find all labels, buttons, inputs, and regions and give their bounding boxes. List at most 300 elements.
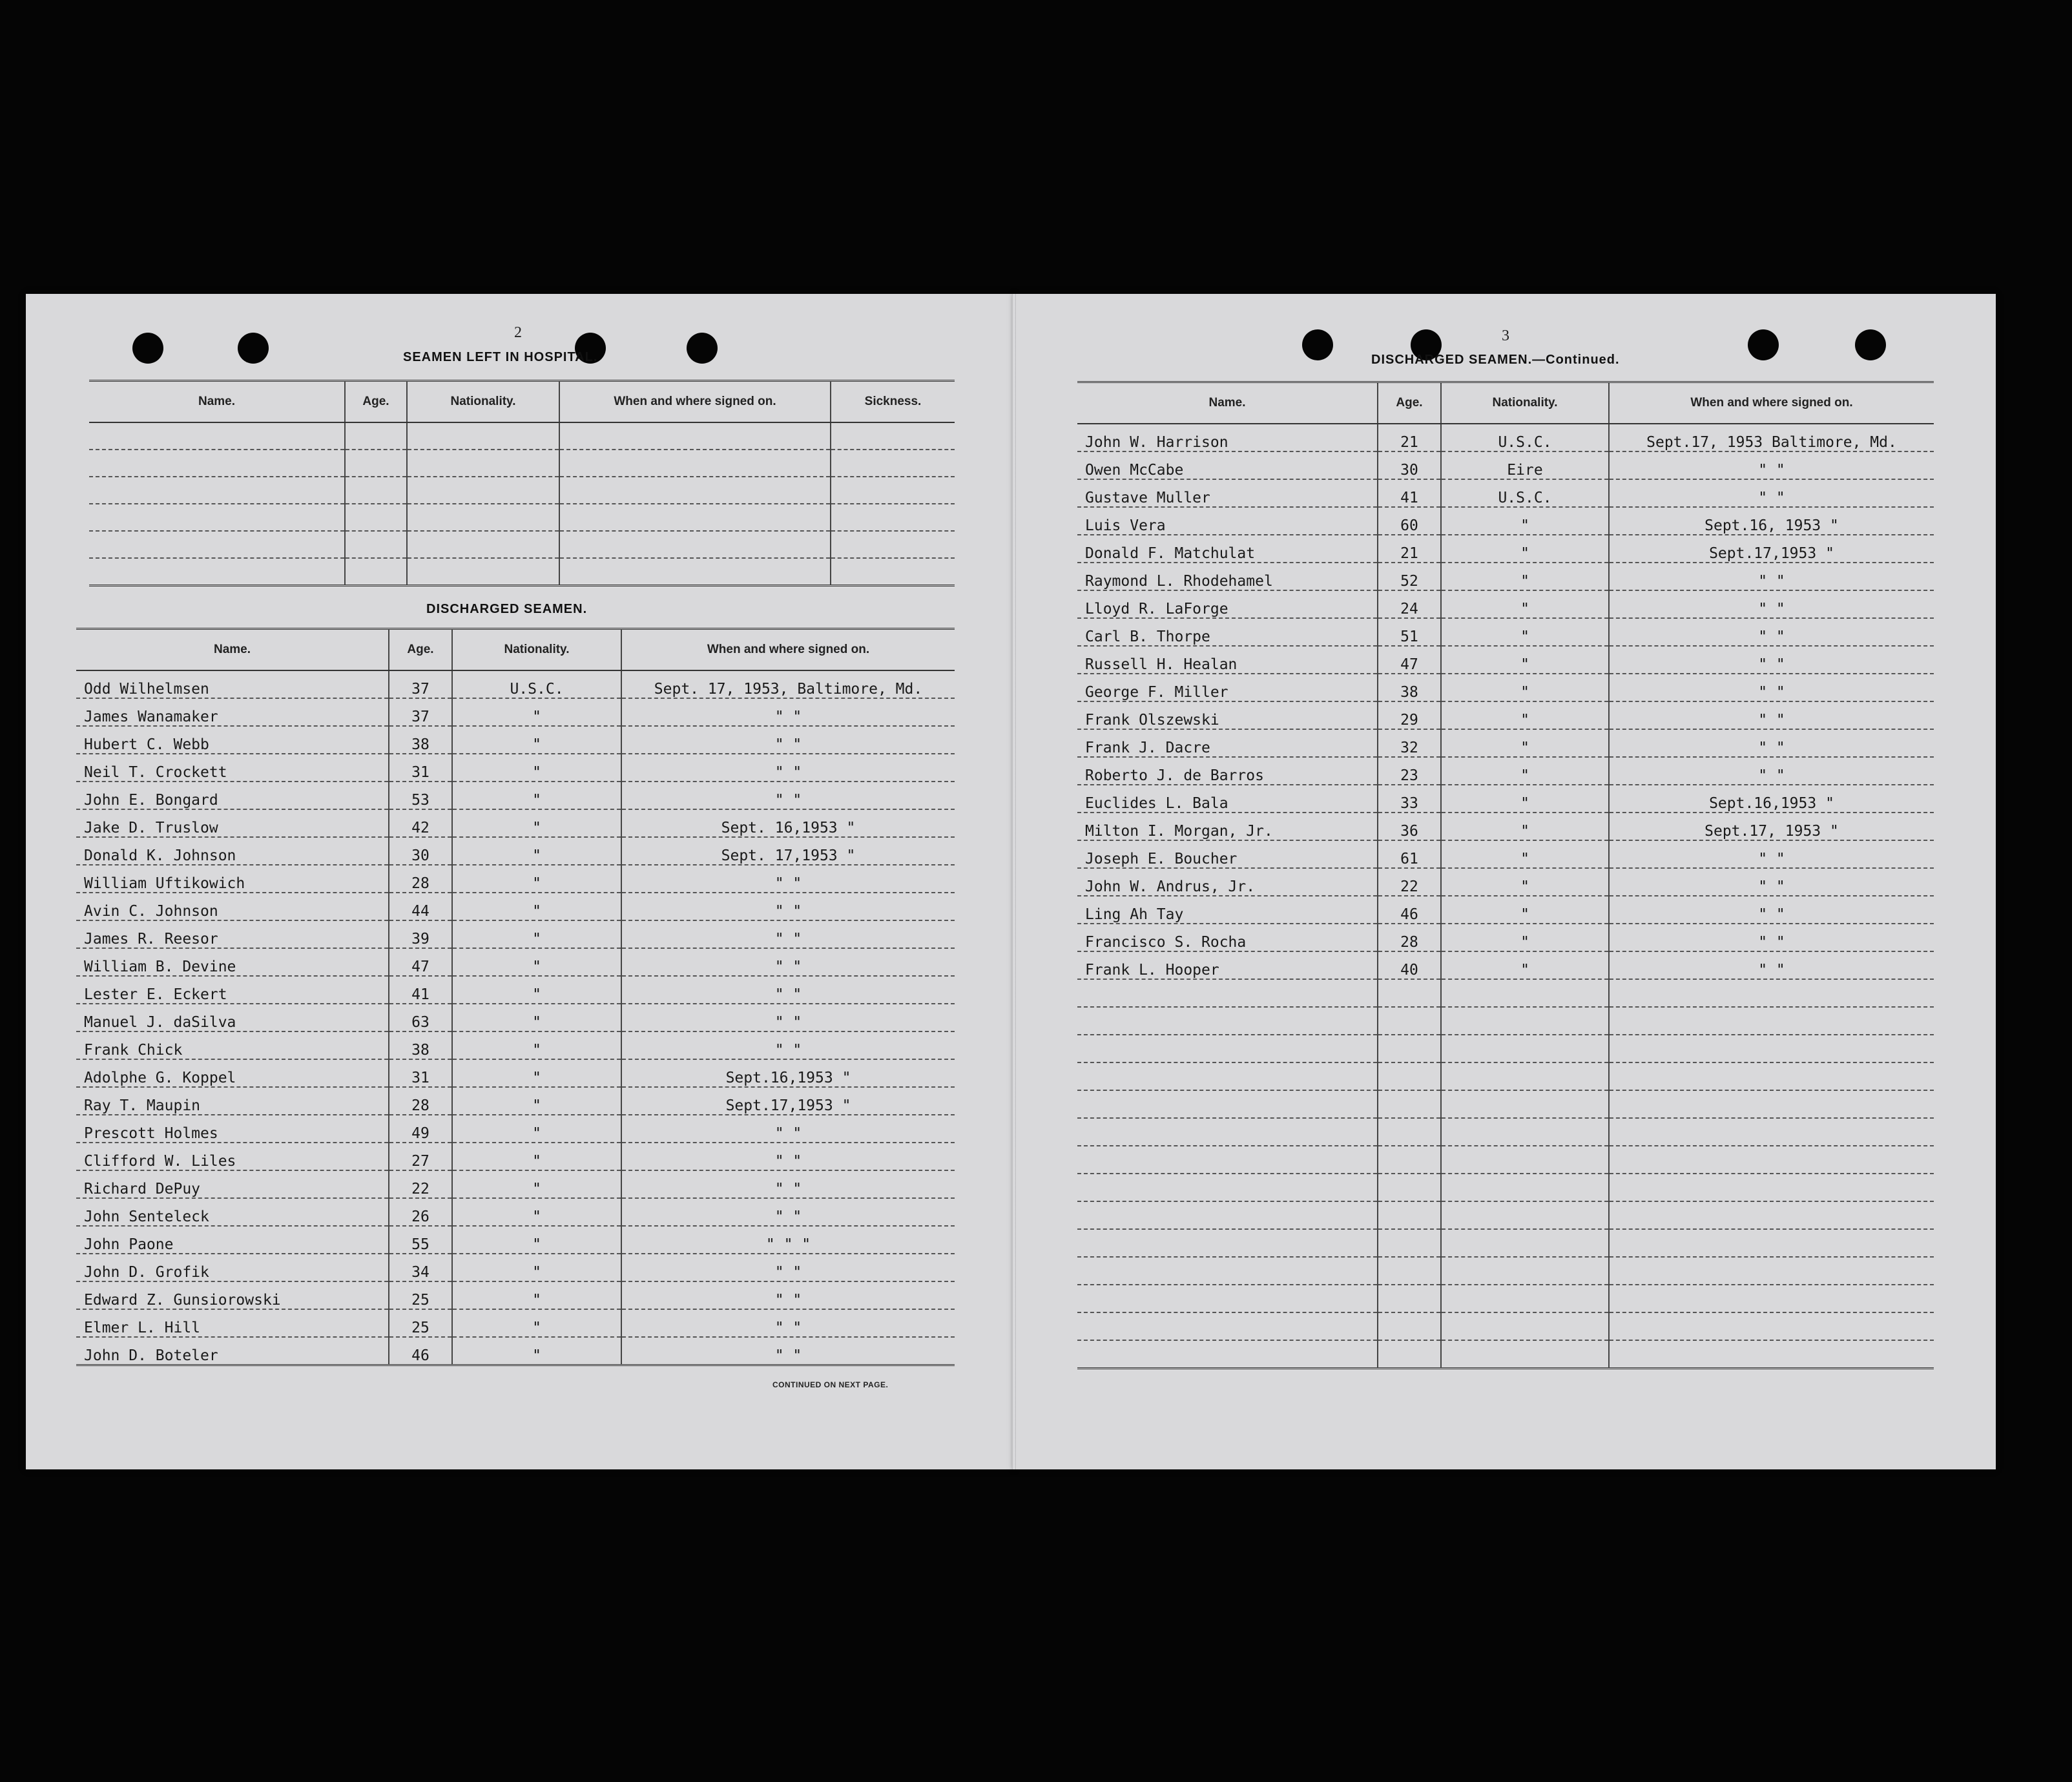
blank-row xyxy=(1077,1285,1934,1312)
table-row xyxy=(1077,785,1934,813)
blank-row xyxy=(1077,1201,1934,1229)
name-cell xyxy=(89,422,345,450)
age-cell xyxy=(1378,979,1441,1007)
signed-on-cell: " " xyxy=(621,1143,955,1170)
name-cell: Frank Chick xyxy=(76,1031,389,1059)
age-cell: 47 xyxy=(1378,646,1441,674)
signed-on-cell: " " " xyxy=(621,1226,955,1254)
age-cell: 38 xyxy=(1378,674,1441,701)
blank-row xyxy=(1077,979,1934,1007)
table-row xyxy=(1077,451,1934,479)
blank-row xyxy=(1077,1312,1934,1340)
nationality-cell: " xyxy=(1441,757,1609,785)
nationality-cell: " xyxy=(452,1115,621,1143)
signed-on-cell xyxy=(1609,1229,1934,1257)
nationality-cell xyxy=(1441,979,1609,1007)
discharged-table-left xyxy=(76,628,955,1366)
age-cell xyxy=(1378,1229,1441,1257)
name-cell xyxy=(1077,1174,1378,1201)
table-row xyxy=(1077,424,1934,451)
name-cell xyxy=(1077,979,1378,1007)
age-cell: 37 xyxy=(389,698,452,726)
name-cell: Neil T. Crockett xyxy=(76,754,389,782)
sickness-cell xyxy=(831,422,955,450)
nationality-cell xyxy=(1441,1146,1609,1174)
nationality-cell: " xyxy=(452,1198,621,1226)
name-cell: John E. Bongard xyxy=(76,782,389,809)
signed-on-cell: Sept. 17,1953 " xyxy=(621,837,955,865)
name-cell: Milton I. Morgan, Jr. xyxy=(1077,813,1378,840)
column-header: When and where signed on. xyxy=(1609,382,1934,424)
nationality-cell xyxy=(1441,1174,1609,1201)
nationality-cell: " xyxy=(452,1059,621,1087)
age-cell: 26 xyxy=(389,1198,452,1226)
nationality-cell: " xyxy=(452,1170,621,1198)
signed-on-cell: " " xyxy=(621,948,955,976)
signed-on-cell: " " xyxy=(621,1004,955,1031)
name-cell: Hubert C. Webb xyxy=(76,726,389,754)
column-header: Name. xyxy=(76,629,389,671)
table-row xyxy=(1077,924,1934,951)
signed-on-cell: " " xyxy=(1609,590,1934,618)
age-cell: 37 xyxy=(389,670,452,698)
age-cell: 27 xyxy=(389,1143,452,1170)
table-row xyxy=(76,865,955,893)
name-cell xyxy=(1077,1146,1378,1174)
table-row xyxy=(76,948,955,976)
signed-on-cell: " " xyxy=(621,1170,955,1198)
column-header: When and where signed on. xyxy=(621,629,955,671)
name-cell: Euclides L. Bala xyxy=(1077,785,1378,813)
nationality-cell xyxy=(1441,1312,1609,1340)
name-cell xyxy=(89,558,345,585)
blank-row xyxy=(1077,1118,1934,1146)
column-header: Sickness. xyxy=(831,381,955,423)
name-cell: Gustave Muller xyxy=(1077,479,1378,507)
age-cell: 46 xyxy=(1378,896,1441,924)
age-cell: 55 xyxy=(389,1226,452,1254)
blank-row xyxy=(89,450,955,477)
signed-on-cell xyxy=(559,504,831,531)
signed-on-cell xyxy=(1609,1007,1934,1035)
column-header: Age. xyxy=(1378,382,1441,424)
table-row xyxy=(1077,868,1934,896)
signed-on-cell xyxy=(1609,979,1934,1007)
nationality-cell: " xyxy=(452,809,621,837)
column-header: When and where signed on. xyxy=(559,381,831,423)
nationality-cell: " xyxy=(452,1087,621,1115)
signed-on-cell: Sept.16, 1953 " xyxy=(1609,507,1934,535)
nationality-cell: " xyxy=(1441,674,1609,701)
age-cell: 28 xyxy=(1378,924,1441,951)
name-cell: William Uftikowich xyxy=(76,865,389,893)
signed-on-cell: Sept.16,1953 " xyxy=(621,1059,955,1087)
nationality-cell: " xyxy=(452,754,621,782)
nationality-cell: " xyxy=(452,1226,621,1254)
signed-on-cell xyxy=(1609,1340,1934,1368)
page-number-right: 3 xyxy=(1502,327,1509,344)
discharged-continued-title xyxy=(1371,353,1620,368)
age-cell: 41 xyxy=(389,976,452,1004)
name-cell: Richard DePuy xyxy=(76,1170,389,1198)
signed-on-cell: Sept. 17, 1953, Baltimore, Md. xyxy=(621,670,955,698)
name-cell: John Senteleck xyxy=(76,1198,389,1226)
nationality-cell xyxy=(1441,1340,1609,1368)
age-cell: 30 xyxy=(1378,451,1441,479)
signed-on-cell: " " xyxy=(621,976,955,1004)
nationality-cell: U.S.C. xyxy=(1441,424,1609,451)
nationality-cell: " xyxy=(452,1254,621,1281)
nationality-cell xyxy=(407,531,559,558)
continued-footer: CONTINUED ON NEXT PAGE. xyxy=(772,1380,889,1389)
name-cell: John W. Andrus, Jr. xyxy=(1077,868,1378,896)
blank-row xyxy=(1077,1340,1934,1368)
blank-row xyxy=(1077,1090,1934,1118)
name-cell: Elmer L. Hill xyxy=(76,1309,389,1337)
age-cell: 31 xyxy=(389,754,452,782)
table-row xyxy=(76,809,955,837)
nationality-cell: " xyxy=(1441,646,1609,674)
table-row xyxy=(1077,840,1934,868)
age-cell: 21 xyxy=(1378,535,1441,563)
signed-on-cell xyxy=(1609,1174,1934,1201)
table-row xyxy=(76,726,955,754)
signed-on-cell xyxy=(559,450,831,477)
name-cell: Jake D. Truslow xyxy=(76,809,389,837)
age-cell xyxy=(1378,1035,1441,1062)
discharged-section-title: DISCHARGED SEAMEN. xyxy=(426,602,588,616)
nationality-cell: U.S.C. xyxy=(452,670,621,698)
age-cell xyxy=(345,477,407,504)
age-cell: 61 xyxy=(1378,840,1441,868)
name-cell: John Paone xyxy=(76,1226,389,1254)
blank-row xyxy=(1077,1035,1934,1062)
age-cell xyxy=(1378,1062,1441,1090)
column-header: Age. xyxy=(389,629,452,671)
column-header: Nationality. xyxy=(452,629,621,671)
table-row xyxy=(1077,757,1934,785)
table-row xyxy=(76,1004,955,1031)
nationality-cell: " xyxy=(452,1309,621,1337)
name-cell: John W. Harrison xyxy=(1077,424,1378,451)
column-header: Name. xyxy=(89,381,345,423)
name-cell: James R. Reesor xyxy=(76,920,389,948)
nationality-cell xyxy=(1441,1035,1609,1062)
age-cell: 25 xyxy=(389,1309,452,1337)
name-cell: Russell H. Healan xyxy=(1077,646,1378,674)
blank-row xyxy=(1077,1229,1934,1257)
table-row xyxy=(1077,674,1934,701)
name-cell: Manuel J. daSilva xyxy=(76,1004,389,1031)
signed-on-cell: Sept.16,1953 " xyxy=(1609,785,1934,813)
table-row xyxy=(1077,590,1934,618)
table-row xyxy=(76,893,955,920)
nationality-cell xyxy=(1441,1118,1609,1146)
table-row xyxy=(76,1170,955,1198)
table-row xyxy=(76,1309,955,1337)
nationality-cell: " xyxy=(452,920,621,948)
signed-on-cell: " " xyxy=(1609,924,1934,951)
nationality-cell: " xyxy=(1441,785,1609,813)
name-cell: John D. Grofik xyxy=(76,1254,389,1281)
signed-on-cell: " " xyxy=(1609,951,1934,979)
signed-on-cell: " " xyxy=(1609,646,1934,674)
signed-on-cell: " " xyxy=(621,1031,955,1059)
signed-on-cell xyxy=(559,531,831,558)
name-cell xyxy=(1077,1062,1378,1090)
table-row xyxy=(76,976,955,1004)
age-cell: 46 xyxy=(389,1337,452,1365)
age-cell xyxy=(345,531,407,558)
age-cell: 51 xyxy=(1378,618,1441,646)
age-cell: 21 xyxy=(1378,424,1441,451)
signed-on-cell xyxy=(1609,1062,1934,1090)
nationality-cell xyxy=(1441,1090,1609,1118)
nationality-cell: U.S.C. xyxy=(1441,479,1609,507)
table-row xyxy=(76,1143,955,1170)
signed-on-cell xyxy=(1609,1312,1934,1340)
signed-on-cell xyxy=(559,422,831,450)
nationality-cell: " xyxy=(452,726,621,754)
signed-on-cell: Sept.17,1953 " xyxy=(1609,535,1934,563)
nationality-cell: " xyxy=(1441,563,1609,590)
table-row xyxy=(1077,951,1934,979)
nationality-cell: " xyxy=(452,837,621,865)
nationality-cell: " xyxy=(452,1337,621,1365)
punch-hole xyxy=(1748,329,1779,360)
table-row xyxy=(76,920,955,948)
nationality-cell xyxy=(1441,1257,1609,1285)
nationality-cell xyxy=(1441,1062,1609,1090)
signed-on-cell: " " xyxy=(621,920,955,948)
nationality-cell: " xyxy=(452,1143,621,1170)
age-cell: 41 xyxy=(1378,479,1441,507)
signed-on-cell xyxy=(1609,1257,1934,1285)
age-cell: 53 xyxy=(389,782,452,809)
table-row xyxy=(1077,729,1934,757)
signed-on-cell xyxy=(1609,1146,1934,1174)
age-cell: 52 xyxy=(1378,563,1441,590)
name-cell: Adolphe G. Koppel xyxy=(76,1059,389,1087)
nationality-cell: " xyxy=(1441,840,1609,868)
name-cell xyxy=(89,450,345,477)
hospital-section-title: SEAMEN LEFT IN HOSPITAL. xyxy=(403,350,598,364)
table-row xyxy=(1077,896,1934,924)
blank-row xyxy=(89,477,955,504)
age-cell: 22 xyxy=(389,1170,452,1198)
name-cell: Owen McCabe xyxy=(1077,451,1378,479)
nationality-cell xyxy=(407,558,559,585)
table-row xyxy=(1077,479,1934,507)
name-cell: Avin C. Johnson xyxy=(76,893,389,920)
name-cell xyxy=(1077,1285,1378,1312)
signed-on-cell: " " xyxy=(621,698,955,726)
age-cell xyxy=(345,450,407,477)
signed-on-cell: " " xyxy=(1609,451,1934,479)
table-row xyxy=(76,670,955,698)
name-cell: Luis Vera xyxy=(1077,507,1378,535)
blank-row xyxy=(1077,1174,1934,1201)
sickness-cell xyxy=(831,450,955,477)
nationality-cell: " xyxy=(1441,813,1609,840)
signed-on-cell: " " xyxy=(1609,674,1934,701)
table-row xyxy=(76,782,955,809)
table-row xyxy=(76,1059,955,1087)
table-row xyxy=(76,1226,955,1254)
table-row xyxy=(1077,563,1934,590)
nationality-cell: " xyxy=(452,1031,621,1059)
blank-row xyxy=(89,422,955,450)
signed-on-cell xyxy=(1609,1090,1934,1118)
blank-row xyxy=(1077,1062,1934,1090)
name-cell: Prescott Holmes xyxy=(76,1115,389,1143)
age-cell: 44 xyxy=(389,893,452,920)
nationality-cell: " xyxy=(1441,590,1609,618)
punch-hole xyxy=(1855,329,1886,360)
age-cell: 40 xyxy=(1378,951,1441,979)
name-cell: Donald F. Matchulat xyxy=(1077,535,1378,563)
name-cell: Lester E. Eckert xyxy=(76,976,389,1004)
sickness-cell xyxy=(831,504,955,531)
table-row xyxy=(76,1281,955,1309)
age-cell: 36 xyxy=(1378,813,1441,840)
sickness-cell xyxy=(831,477,955,504)
nationality-cell: " xyxy=(452,976,621,1004)
nationality-cell: " xyxy=(1441,868,1609,896)
signed-on-cell xyxy=(1609,1118,1934,1146)
nationality-cell xyxy=(407,504,559,531)
signed-on-cell: Sept.17,1953 " xyxy=(621,1087,955,1115)
discharged-table-right xyxy=(1077,381,1934,1369)
table-row xyxy=(76,754,955,782)
signed-on-cell: " " xyxy=(621,754,955,782)
age-cell xyxy=(1378,1174,1441,1201)
age-cell xyxy=(345,422,407,450)
name-cell: William B. Devine xyxy=(76,948,389,976)
name-cell xyxy=(89,531,345,558)
table-row xyxy=(76,1337,955,1365)
age-cell xyxy=(345,558,407,585)
name-cell: George F. Miller xyxy=(1077,674,1378,701)
blank-row xyxy=(89,558,955,585)
table-row xyxy=(76,1254,955,1281)
nationality-cell: " xyxy=(452,948,621,976)
blank-row xyxy=(89,531,955,558)
name-cell: Clifford W. Liles xyxy=(76,1143,389,1170)
name-cell xyxy=(1077,1007,1378,1035)
signed-on-cell xyxy=(1609,1201,1934,1229)
nationality-cell: " xyxy=(452,893,621,920)
age-cell xyxy=(1378,1118,1441,1146)
signed-on-cell: " " xyxy=(621,1198,955,1226)
blank-row xyxy=(1077,1007,1934,1035)
age-cell: 22 xyxy=(1378,868,1441,896)
name-cell: James Wanamaker xyxy=(76,698,389,726)
nationality-cell: " xyxy=(1441,896,1609,924)
sickness-cell xyxy=(831,558,955,585)
nationality-cell xyxy=(1441,1007,1609,1035)
discharged-title-text: DISCHARGED SEAMEN. xyxy=(1371,353,1533,367)
name-cell: Raymond L. Rhodehamel xyxy=(1077,563,1378,590)
nationality-cell: " xyxy=(452,1281,621,1309)
age-cell xyxy=(1378,1257,1441,1285)
age-cell: 29 xyxy=(1378,701,1441,729)
age-cell: 32 xyxy=(1378,729,1441,757)
age-cell xyxy=(345,504,407,531)
signed-on-cell: " " xyxy=(621,1337,955,1365)
age-cell: 33 xyxy=(1378,785,1441,813)
table-row xyxy=(1077,618,1934,646)
signed-on-cell: " " xyxy=(1609,757,1934,785)
nationality-cell xyxy=(407,450,559,477)
age-cell xyxy=(1378,1201,1441,1229)
signed-on-cell: " " xyxy=(621,1254,955,1281)
name-cell xyxy=(1077,1229,1378,1257)
signed-on-cell: Sept.17, 1953 " xyxy=(1609,813,1934,840)
age-cell: 25 xyxy=(389,1281,452,1309)
table-row xyxy=(1077,507,1934,535)
signed-on-cell: " " xyxy=(621,1281,955,1309)
signed-on-cell: " " xyxy=(621,782,955,809)
signed-on-cell: " " xyxy=(1609,896,1934,924)
name-cell: Lloyd R. LaForge xyxy=(1077,590,1378,618)
name-cell xyxy=(1077,1312,1378,1340)
nationality-cell: " xyxy=(452,782,621,809)
age-cell: 38 xyxy=(389,726,452,754)
signed-on-cell: " " xyxy=(621,865,955,893)
name-cell xyxy=(1077,1340,1378,1368)
age-cell xyxy=(1378,1285,1441,1312)
signed-on-cell xyxy=(559,558,831,585)
signed-on-cell: " " xyxy=(1609,563,1934,590)
name-cell: Frank J. Dacre xyxy=(1077,729,1378,757)
age-cell xyxy=(1378,1340,1441,1368)
age-cell xyxy=(1378,1146,1441,1174)
signed-on-cell: " " xyxy=(621,893,955,920)
table-row xyxy=(76,698,955,726)
table-row xyxy=(1077,646,1934,674)
age-cell: 60 xyxy=(1378,507,1441,535)
name-cell: Roberto J. de Barros xyxy=(1077,757,1378,785)
table-row xyxy=(76,837,955,865)
name-cell: Carl B. Thorpe xyxy=(1077,618,1378,646)
hospital-table xyxy=(89,380,955,586)
nationality-cell: " xyxy=(1441,701,1609,729)
age-cell: 38 xyxy=(389,1031,452,1059)
nationality-cell: " xyxy=(1441,507,1609,535)
nationality-cell: " xyxy=(1441,924,1609,951)
signed-on-cell: " " xyxy=(1609,618,1934,646)
nationality-cell xyxy=(1441,1285,1609,1312)
column-header: Name. xyxy=(1077,382,1378,424)
table-row xyxy=(76,1115,955,1143)
signed-on-cell xyxy=(559,477,831,504)
table-row xyxy=(1077,701,1934,729)
page-crease xyxy=(1012,294,1016,1469)
signed-on-cell xyxy=(1609,1285,1934,1312)
signed-on-cell: " " xyxy=(621,1309,955,1337)
nationality-cell: " xyxy=(452,1004,621,1031)
column-header: Age. xyxy=(345,381,407,423)
nationality-cell xyxy=(1441,1229,1609,1257)
age-cell: 23 xyxy=(1378,757,1441,785)
nationality-cell: " xyxy=(1441,729,1609,757)
age-cell: 42 xyxy=(389,809,452,837)
name-cell: Edward Z. Gunsiorowski xyxy=(76,1281,389,1309)
nationality-cell: " xyxy=(1441,618,1609,646)
punch-hole xyxy=(1302,329,1333,360)
signed-on-cell: " " xyxy=(1609,479,1934,507)
